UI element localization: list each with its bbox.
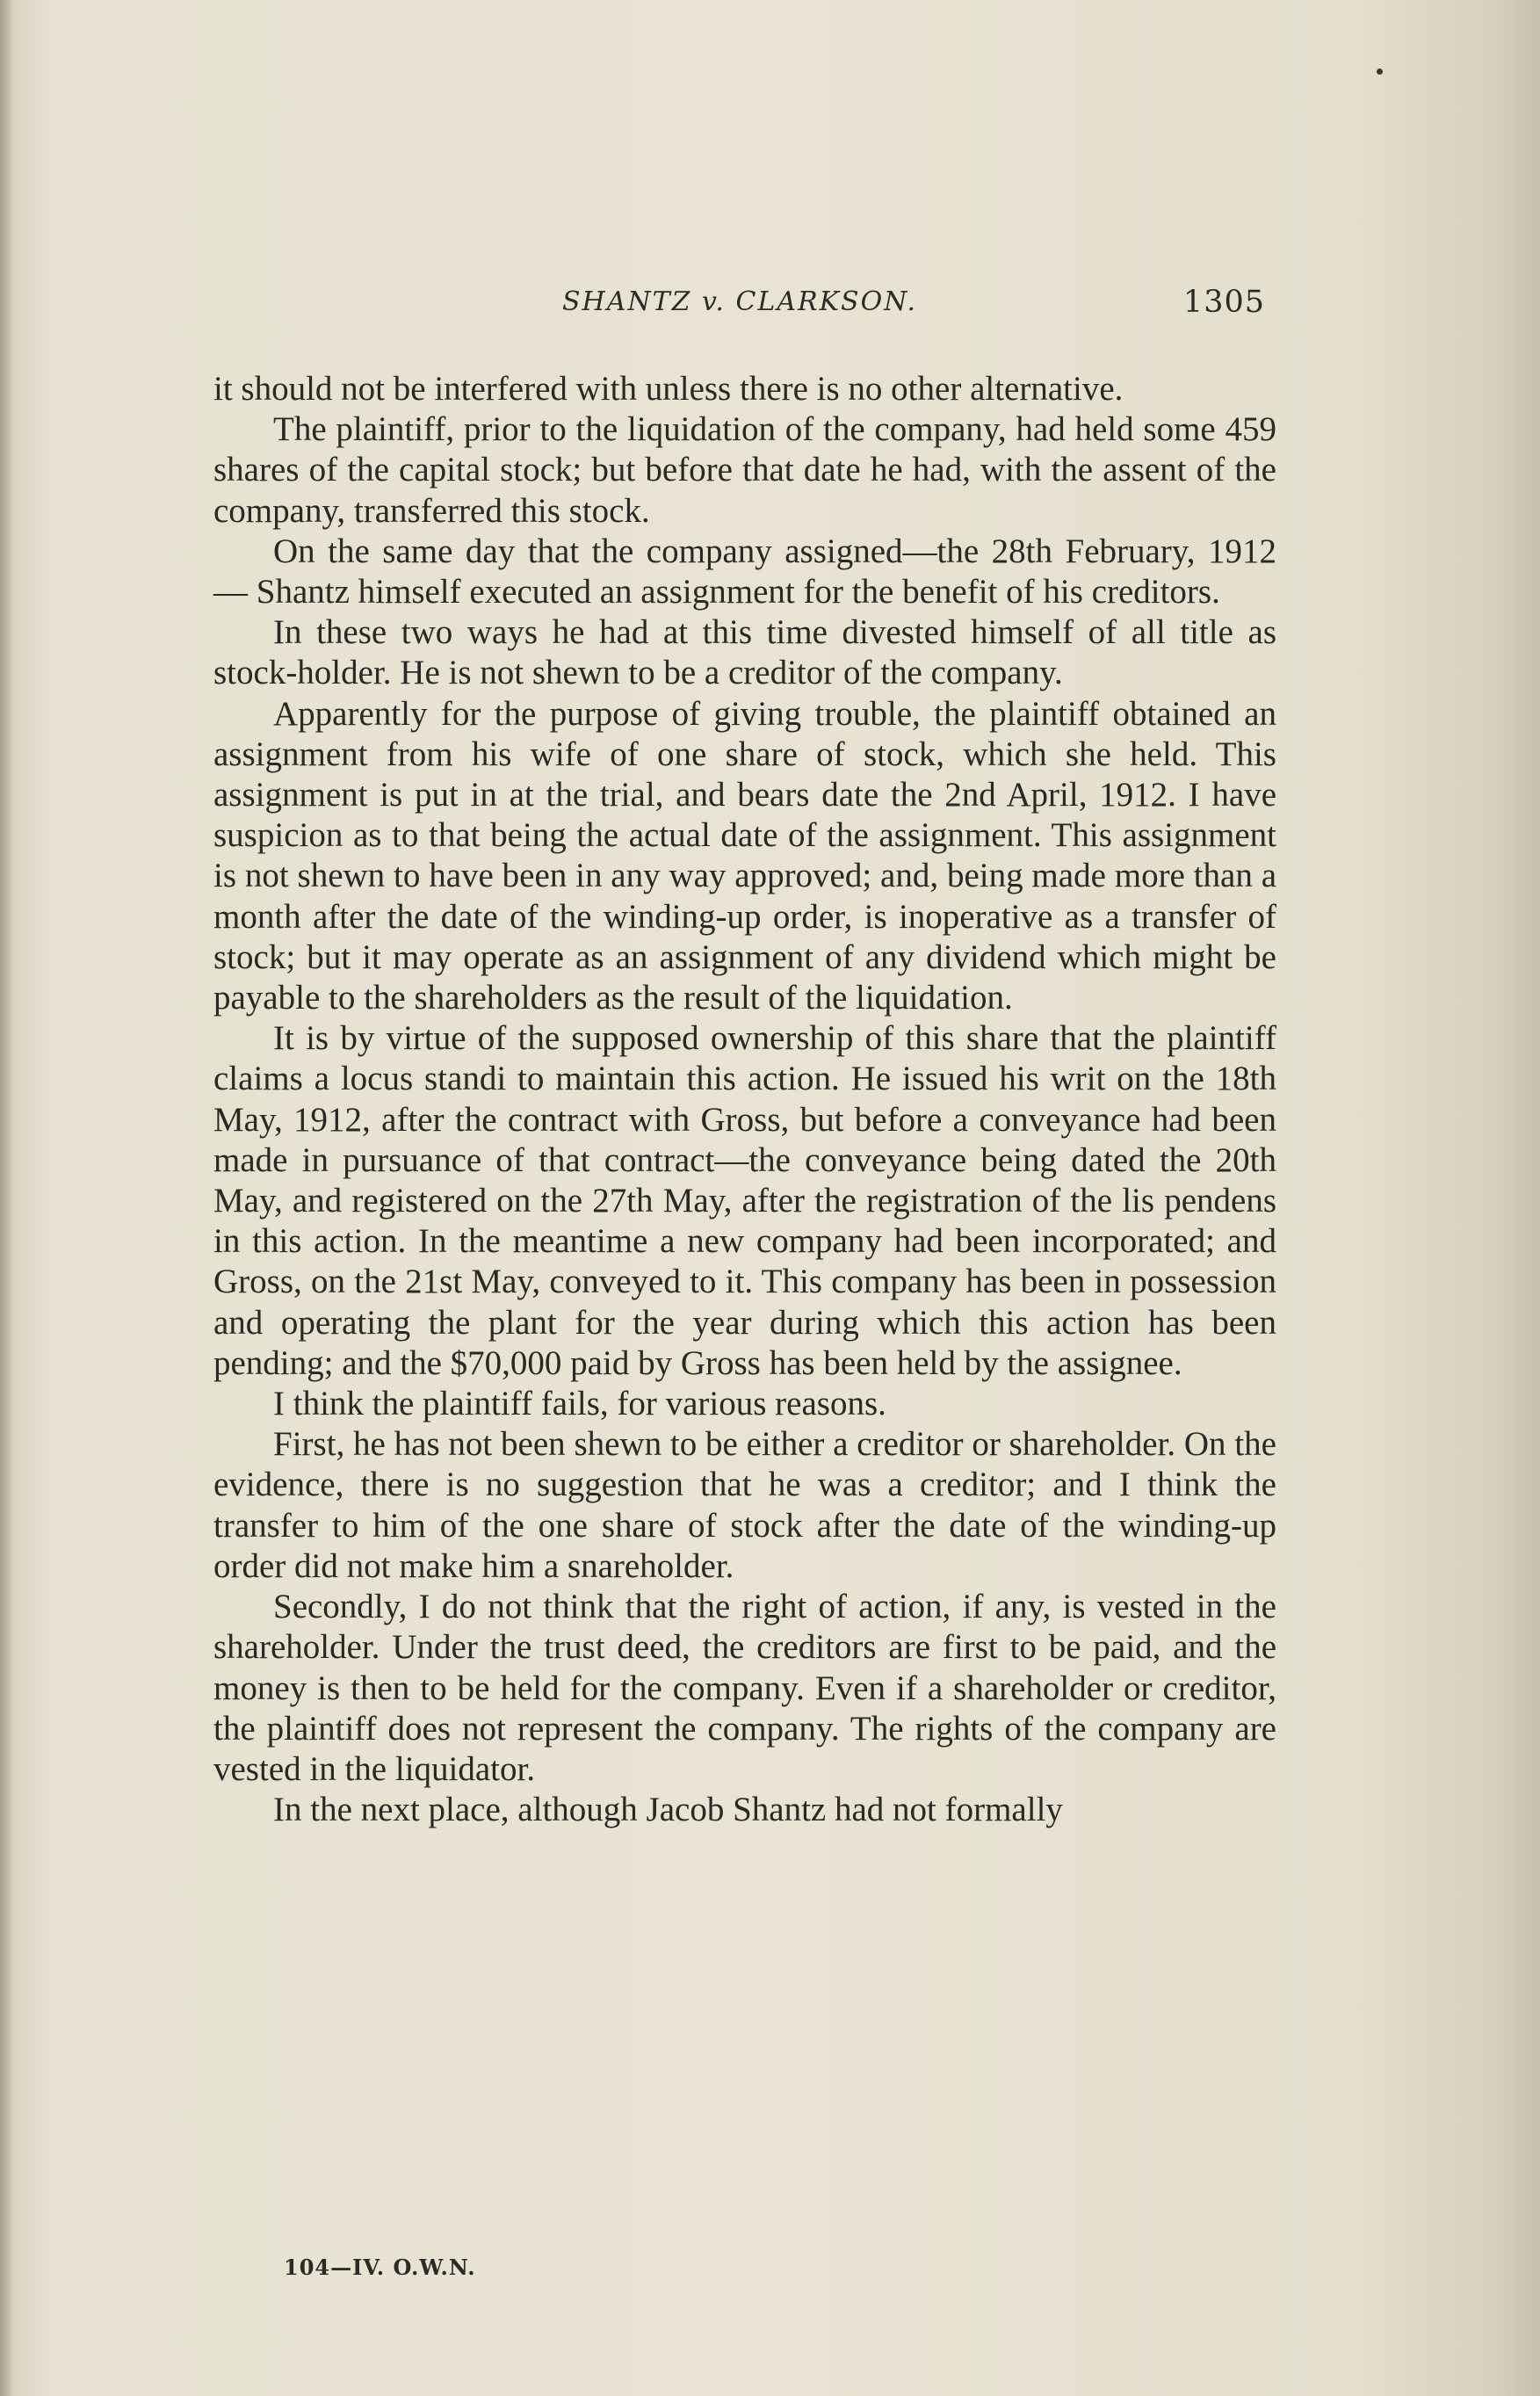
paragraph: In these two ways he had at this time divested himself of all title as stock-holder. He is not shewn to be a creditor of the company. bbox=[213, 613, 1276, 692]
paragraph: I think the plaintiff fails, for various reasons. bbox=[273, 1385, 886, 1423]
paragraph: In the next place, although Jacob Shantz had not formally bbox=[273, 1791, 1063, 1829]
body-text bbox=[213, 369, 1276, 1830]
paragraph: First, he has not been shewn to be either a creditor or shareholder. On the evidence, there is no suggestion that he was a creditor; and I think the transfer to him of the one share of stock after the date of the winding-up order did not make him a snareholder. bbox=[213, 1425, 1276, 1585]
paragraph: Secondly, I do not think that the right of action, if any, is vested in the shareholder. Under the trust deed, the creditors are first to be paid, and the money is then to be held for the company. Even if a shareholder or creditor, the plaintiff does not represent the company. The rights of the company are vested in the liquidator. bbox=[213, 1588, 1276, 1788]
ink-speck bbox=[1377, 69, 1383, 75]
paragraph: The plaintiff, prior to the liquidation of the company, had held some 459 shares of the capital stock; but before that date he had, with the assent of the company, transferred this stock. bbox=[213, 410, 1276, 530]
signature-mark: 104—IV. O.W.N. bbox=[284, 2255, 476, 2280]
page-header bbox=[211, 286, 1265, 330]
paragraph: It is by virtue of the supposed ownership of this share that the plaintiff claims a locus standi to maintain this action. He issued his writ on the 18th May, 1912, after the contract with Gross, but before a conveyance had been made in pursuance of that contract—the conveyance being dated the 20th May, and registered on the 27th May, after the registration of the lis pendens in this action. In the meantime a new company had been incorporated; and Gross, on the 21st May, conveyed to it. This company has been in possession and operating the plant for the year during which this action has been pending; and the $70,000 paid by Gross has been held by the assignee. bbox=[213, 1019, 1276, 1382]
paragraph: it should not be interfered with unless there is no other alternative. bbox=[213, 370, 1124, 408]
paragraph: On the same day that the company assigned—the 28th February, 1912 — Shantz himself executed an assignment for the benefit of his creditors. bbox=[213, 532, 1276, 612]
binding-shadow bbox=[0, 0, 12, 2396]
page-number: 1305 bbox=[1182, 285, 1265, 320]
running-title: SHANTZ v. CLARKSON. bbox=[562, 286, 918, 317]
paragraph: Apparently for the purpose of giving trouble, the plaintiff obtained an assignment from his wife of one share of stock, which she held. This assignment is put in at the trial, and bears date the 2nd April, 1912. I have suspicion as to that being the actual date of the assignment. This assignment is not shewn to have been in any way approved; and, being made more than a month after the date of the winding-up order, is inoperative as a transfer of stock; but it may operate as an assignment of any dividend which might be payable to the shareholders as the result of the liquidation. bbox=[213, 694, 1276, 1017]
